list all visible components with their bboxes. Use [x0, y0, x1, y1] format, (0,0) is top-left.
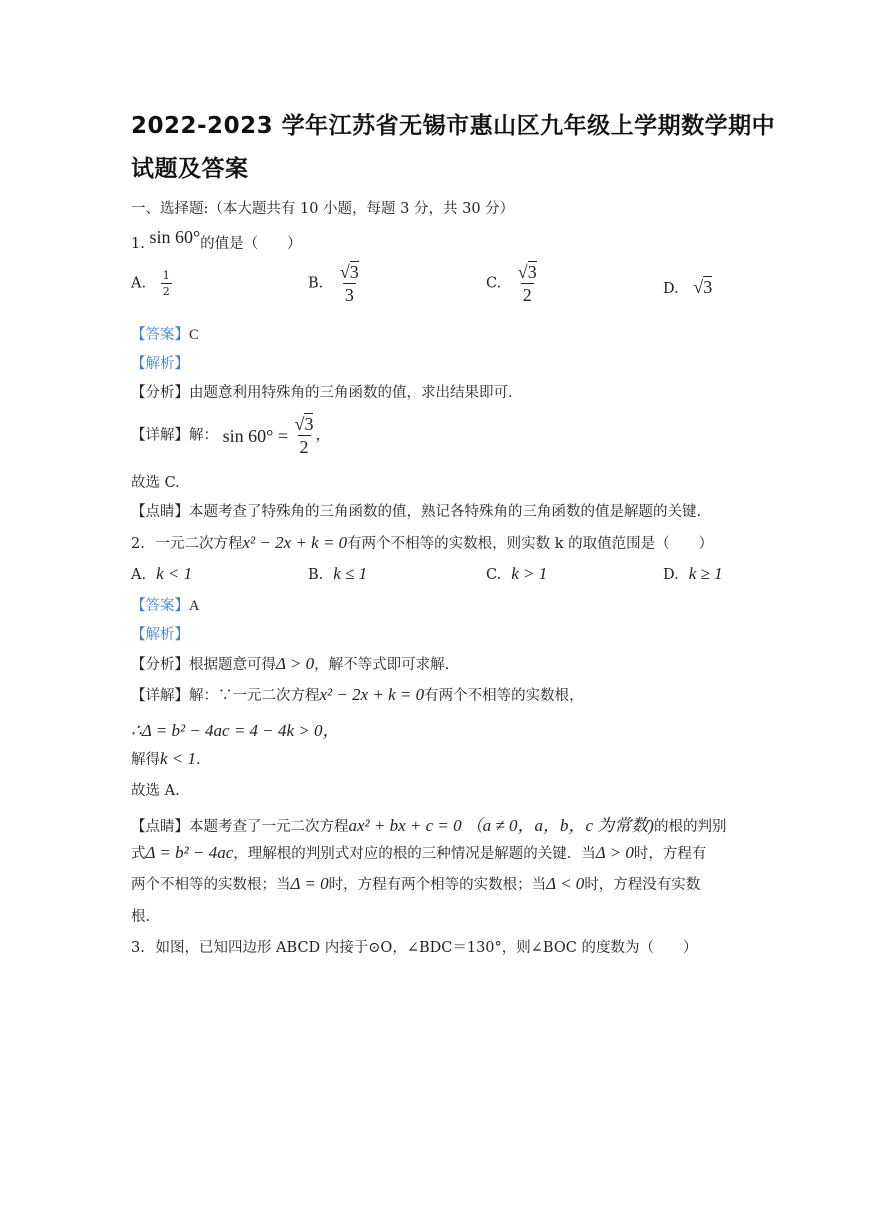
- answer-tag: 【答案】: [131, 598, 189, 614]
- q1-option-a: A. $\frac{1}{2}$: [131, 269, 170, 298]
- q1-xiangjie: 【详解】解： sin 60° = $\frac{√3}{2}$ ，: [131, 414, 330, 457]
- q1-number: 1.: [131, 236, 145, 252]
- page-title-line2: 试题及答案: [131, 156, 249, 182]
- q1-choose: 故选 C.: [131, 475, 180, 491]
- q1-option-b: B. $\frac{√3}{3}$: [308, 262, 359, 305]
- q1-tail: 的值是（ ）: [200, 236, 302, 252]
- q2-option-c: C. k > 1: [486, 564, 548, 583]
- fraction-one-half: $\frac{1}{2}$: [162, 269, 170, 298]
- q2-answer: 【答案】A: [131, 598, 200, 614]
- q3-stem: 3. 如图，已知四边形 ABCD 内接于⊙O，∠BDC＝130°，则∠BOC 的度数为（ ）: [131, 940, 698, 956]
- q1-answer: 【答案】C: [131, 327, 199, 343]
- q2-xiangjie: 【详解】解：∵一元二次方程x² − 2x + k = 0有两个不相等的实数根，: [131, 685, 584, 704]
- q1-expr: sin 60°: [149, 227, 201, 247]
- fraction-sqrt3-over-3: $\frac{√3}{3}$: [339, 262, 359, 305]
- q2-choose: 故选 A.: [131, 783, 180, 799]
- answer-tag: 【答案】: [131, 327, 189, 343]
- q1-option-d: D. √3: [663, 277, 713, 297]
- q1-analysis-tag: 【解析】: [131, 356, 189, 372]
- q1-option-c: C. $\frac{√3}{2}$: [486, 262, 537, 305]
- q1-stem: [131, 227, 302, 253]
- q2-fenxi: 【分析】根据题意可得Δ > 0，解不等式即可求解.: [131, 654, 450, 673]
- q2-dianjing-line3: 两个不相等的实数根；当Δ = 0时，方程有两个相等的实数根；当Δ < 0时，方程没有实数: [131, 874, 701, 893]
- q1-dianjing: 【点睛】本题考查了特殊角的三角函数的值，熟记各特殊角的三角函数的值是解题的关键.: [131, 504, 702, 520]
- q2-option-a: A. k < 1: [131, 564, 193, 583]
- page-title-line1: 2022-2023 学年江苏省无锡市惠山区九年级上学期数学期中: [131, 113, 776, 139]
- q2-dianjing-line1: 【点睛】本题考查了一元二次方程ax² + bx + c = 0 （a ≠ 0，a，b，c 为常数)的根的判别: [131, 816, 727, 835]
- sqrt3: √3: [693, 277, 713, 297]
- section-heading: 一、选择题:（本大题共有 10 小题，每题 3 分，共 30 分）: [131, 201, 515, 217]
- q2-dianjing-line2: 式Δ = b² − 4ac，理解根的判别式对应的根的三种情况是解题的关键．当Δ > 0时，方程有: [131, 843, 707, 862]
- q2-dianjing-line4: 根.: [131, 909, 151, 925]
- q2-line2: ∴Δ = b² − 4ac = 4 − 4k > 0，: [131, 721, 340, 740]
- q2-line3: 解得k < 1.: [131, 749, 201, 768]
- fraction-sqrt3-over-2: $\frac{√3}{2}$: [294, 414, 314, 457]
- q1-fenxi: 【分析】由题意利用特殊角的三角函数的值，求出结果即可.: [131, 385, 513, 401]
- q2-option-d: D. k ≥ 1: [663, 564, 723, 583]
- fraction-sqrt3-over-2: $\frac{√3}{2}$: [517, 262, 537, 305]
- q2-analysis-tag: 【解析】: [131, 627, 189, 643]
- q2-option-b: B. k ≤ 1: [308, 564, 368, 583]
- q2-stem: 2. 一元二次方程x² − 2x + k = 0有两个不相等的实数根，则实数 k 的取值范围是（ ）: [131, 533, 714, 552]
